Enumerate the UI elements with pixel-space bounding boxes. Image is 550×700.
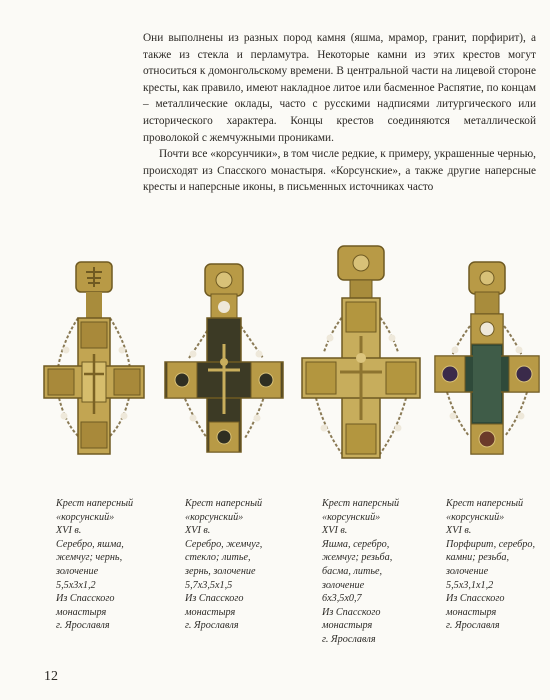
caption-line: г. Ярославля xyxy=(185,620,239,632)
caption-line: Порфирит, серебро, xyxy=(446,538,536,550)
caption-line: 6x3,5x0,7 xyxy=(322,593,362,605)
caption-line: Из Спасского xyxy=(56,593,115,605)
caption-line: Крест наперсный xyxy=(322,498,400,509)
caption-line: Из Спасского xyxy=(185,593,244,605)
caption-line: монастыря xyxy=(185,606,236,618)
caption-line: XVI в. xyxy=(185,525,211,537)
caption-line: XVI в. xyxy=(446,525,472,537)
caption-line: стекло; литье, xyxy=(185,552,251,564)
caption-line: монастыря xyxy=(322,620,373,632)
caption-3 xyxy=(322,497,420,647)
caption-line: жемчуг; резьба, xyxy=(322,552,393,564)
caption-line: монастыря xyxy=(56,606,107,618)
caption-line: XVI в. xyxy=(322,525,348,537)
caption-4 xyxy=(446,497,544,633)
cross-image-3 xyxy=(300,258,422,464)
cross-3-picture xyxy=(300,258,422,464)
caption-line: монастыря xyxy=(446,606,497,618)
caption-line: «корсунский» xyxy=(322,511,381,523)
body-text xyxy=(143,30,536,196)
caption-line: золочение xyxy=(322,579,365,591)
paragraph-2: Почти все «корсунчики», в том числе редкие, к примеру, украшенные чернью, происходят из Спасского монастыря. «Корсунские», а также другие наперсные кресты и наперсные иконы, в письменных источниках часто xyxy=(143,148,536,194)
caption-line: г. Ярославля xyxy=(446,620,500,632)
cross-image-1 xyxy=(42,258,146,458)
caption-line: камни; резьба, xyxy=(446,552,510,564)
caption-line: золочение xyxy=(446,565,489,577)
caption-line: Крест наперсный xyxy=(185,498,263,509)
caption-line: г. Ярославля xyxy=(322,633,376,645)
caption-line: жемчуг; чернь, xyxy=(56,552,123,564)
caption-line: «корсунский» xyxy=(185,511,244,523)
cross-4-picture xyxy=(433,258,541,458)
cross-image-2 xyxy=(163,258,285,458)
caption-line: г. Ярославля xyxy=(56,620,110,632)
caption-line: Серебро, жемчуг, xyxy=(185,538,263,550)
caption-line: Серебро, яшма, xyxy=(56,538,124,550)
caption-line: «корсунский» xyxy=(56,511,115,523)
caption-line: 5,5x3,1x1,2 xyxy=(446,579,494,591)
cross-1-picture xyxy=(42,258,146,458)
caption-line: Из Спасского xyxy=(322,606,381,618)
caption-1 xyxy=(56,497,154,633)
caption-line: «корсунский» xyxy=(446,511,505,523)
caption-line: Крест наперсный xyxy=(56,498,134,509)
caption-line: Из Спасского xyxy=(446,593,505,605)
caption-line: Яшма, серебро, xyxy=(322,538,390,550)
caption-line: Крест наперсный xyxy=(446,498,524,509)
caption-line: басма, литье, xyxy=(322,565,383,577)
caption-line: золочение xyxy=(56,565,99,577)
cross-2-picture xyxy=(163,258,285,458)
caption-line: 5,7x3,5x1,5 xyxy=(185,579,233,591)
caption-line: зернь, золочение xyxy=(185,565,256,577)
page-number: 12 xyxy=(44,669,58,684)
caption-line: XVI в. xyxy=(56,525,82,537)
caption-2 xyxy=(185,497,283,633)
cross-image-4 xyxy=(433,258,541,458)
caption-line: 5,5x3x1,2 xyxy=(56,579,96,591)
paragraph-1: Они выполнены из разных пород камня (яшма, мрамор, гранит, порфирит), а также из стекла и перламутра. Некоторые камни из этих крестов могут относиться к домонгольскому времени. В центральной части на лицевой стороне кресты, как правило, имеют накладное литое или басменное Распятие, по концам – металлические оклады, часто с русскими надписями литургического или исторического характера. Концы крестов соединяются металлической проволокой с жемчужными прониками. xyxy=(143,32,537,144)
